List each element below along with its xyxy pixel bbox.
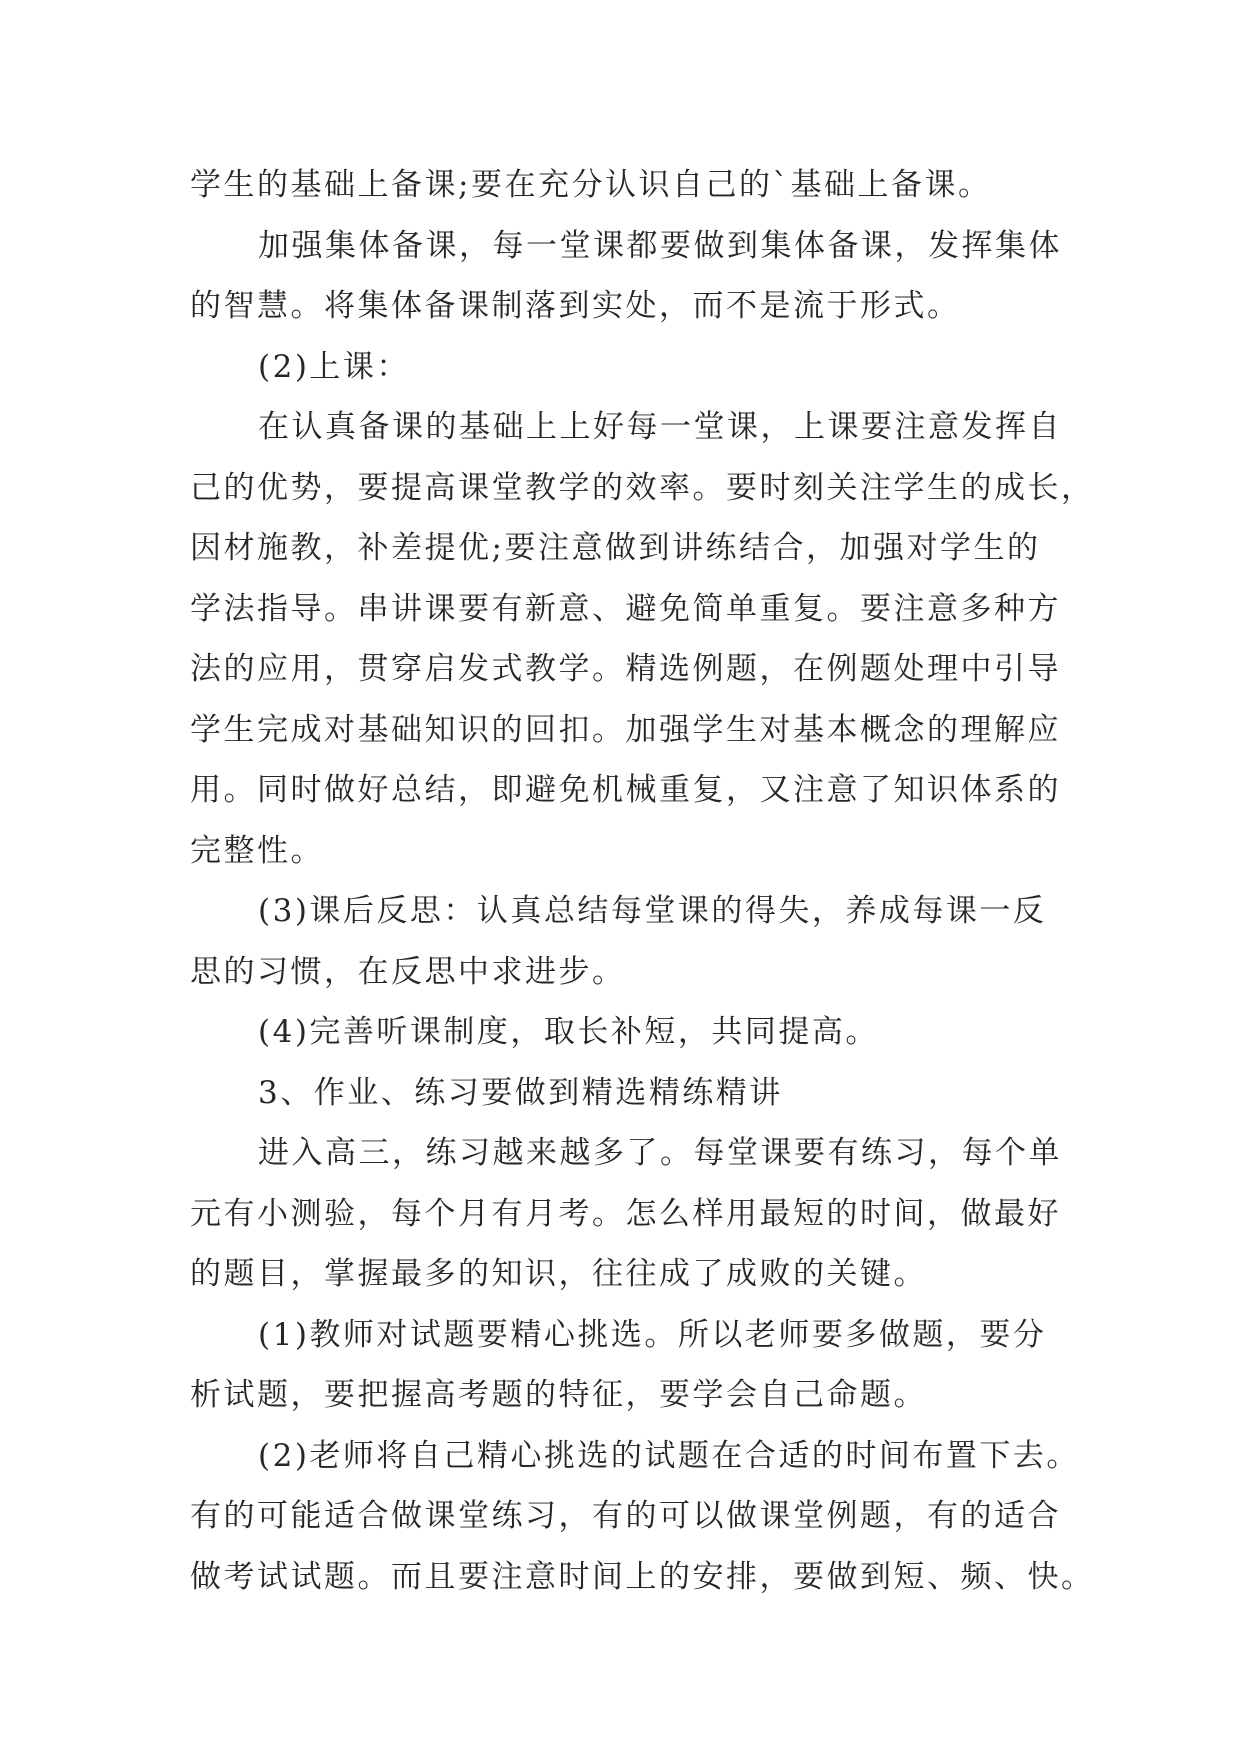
text-line: 在认真备课的基础上上好每一堂课，上课要注意发挥自 xyxy=(258,409,1062,445)
text-line: 学法指导。串讲课要有新意、避免简单重复。要注意多种方 xyxy=(190,590,1061,627)
text-line: 因材施教，补差提优;要注意做到讲练结合，加强对学生的 xyxy=(190,530,1041,566)
section-heading: 3、作业、练习要做到精选精练精讲 xyxy=(258,1074,783,1111)
text-line: 己的优势，要提高课堂教学的效率。要时刻关注学生的成长， xyxy=(190,469,1095,506)
text-line: 进入高三，练习越来越多了。每堂课要有练习，每个单 xyxy=(258,1135,1062,1171)
text-line: 学生完成对基础知识的回扣。加强学生对基本概念的理解应 xyxy=(190,711,1061,748)
text-line: 用。同时做好总结，即避免机械重复，又注意了知识体系的 xyxy=(190,772,1061,808)
text-line: 思的习惯，在反思中求进步。 xyxy=(190,953,626,990)
section-heading: (2)上课： xyxy=(258,348,410,385)
document-body xyxy=(190,155,1095,1607)
text-line: 的题目，掌握最多的知识，往往成了成败的关键。 xyxy=(190,1256,927,1292)
text-line: 加强集体备课，每一堂课都要做到集体备课，发挥集体 xyxy=(258,227,1062,264)
text-line: 析试题，要把握高考题的特征，要学会自己命题。 xyxy=(190,1377,927,1413)
text-line: (4)完善听课制度，取长补短，共同提高。 xyxy=(258,1014,879,1050)
text-line: (3)课后反思：认真总结每堂课的得失，养成每课一反 xyxy=(258,893,1047,929)
text-line: 法的应用，贯穿启发式教学。精选例题，在例题处理中引导 xyxy=(190,651,1061,687)
text-line: 元有小测验，每个月有月考。怎么样用最短的时间，做最好 xyxy=(190,1195,1061,1232)
text-line: (1)教师对试题要精心挑选。所以老师要多做题，要分 xyxy=(258,1316,1047,1353)
text-line: 有的可能适合做课堂练习，有的可以做课堂例题，有的适合 xyxy=(190,1498,1061,1534)
text-line: 完整性。 xyxy=(190,832,324,869)
text-line: 做考试试题。而且要注意时间上的安排，要做到短、频、快。 xyxy=(190,1558,1095,1595)
text-line: 的智慧。将集体备课制落到实处，而不是流于形式。 xyxy=(190,288,961,324)
text-line: (2)老师将自己精心挑选的试题在合适的时间布置下去。 xyxy=(258,1437,1080,1474)
text-line: 学生的基础上备课;要在充分认识自己的`基础上备课。 xyxy=(190,167,992,203)
